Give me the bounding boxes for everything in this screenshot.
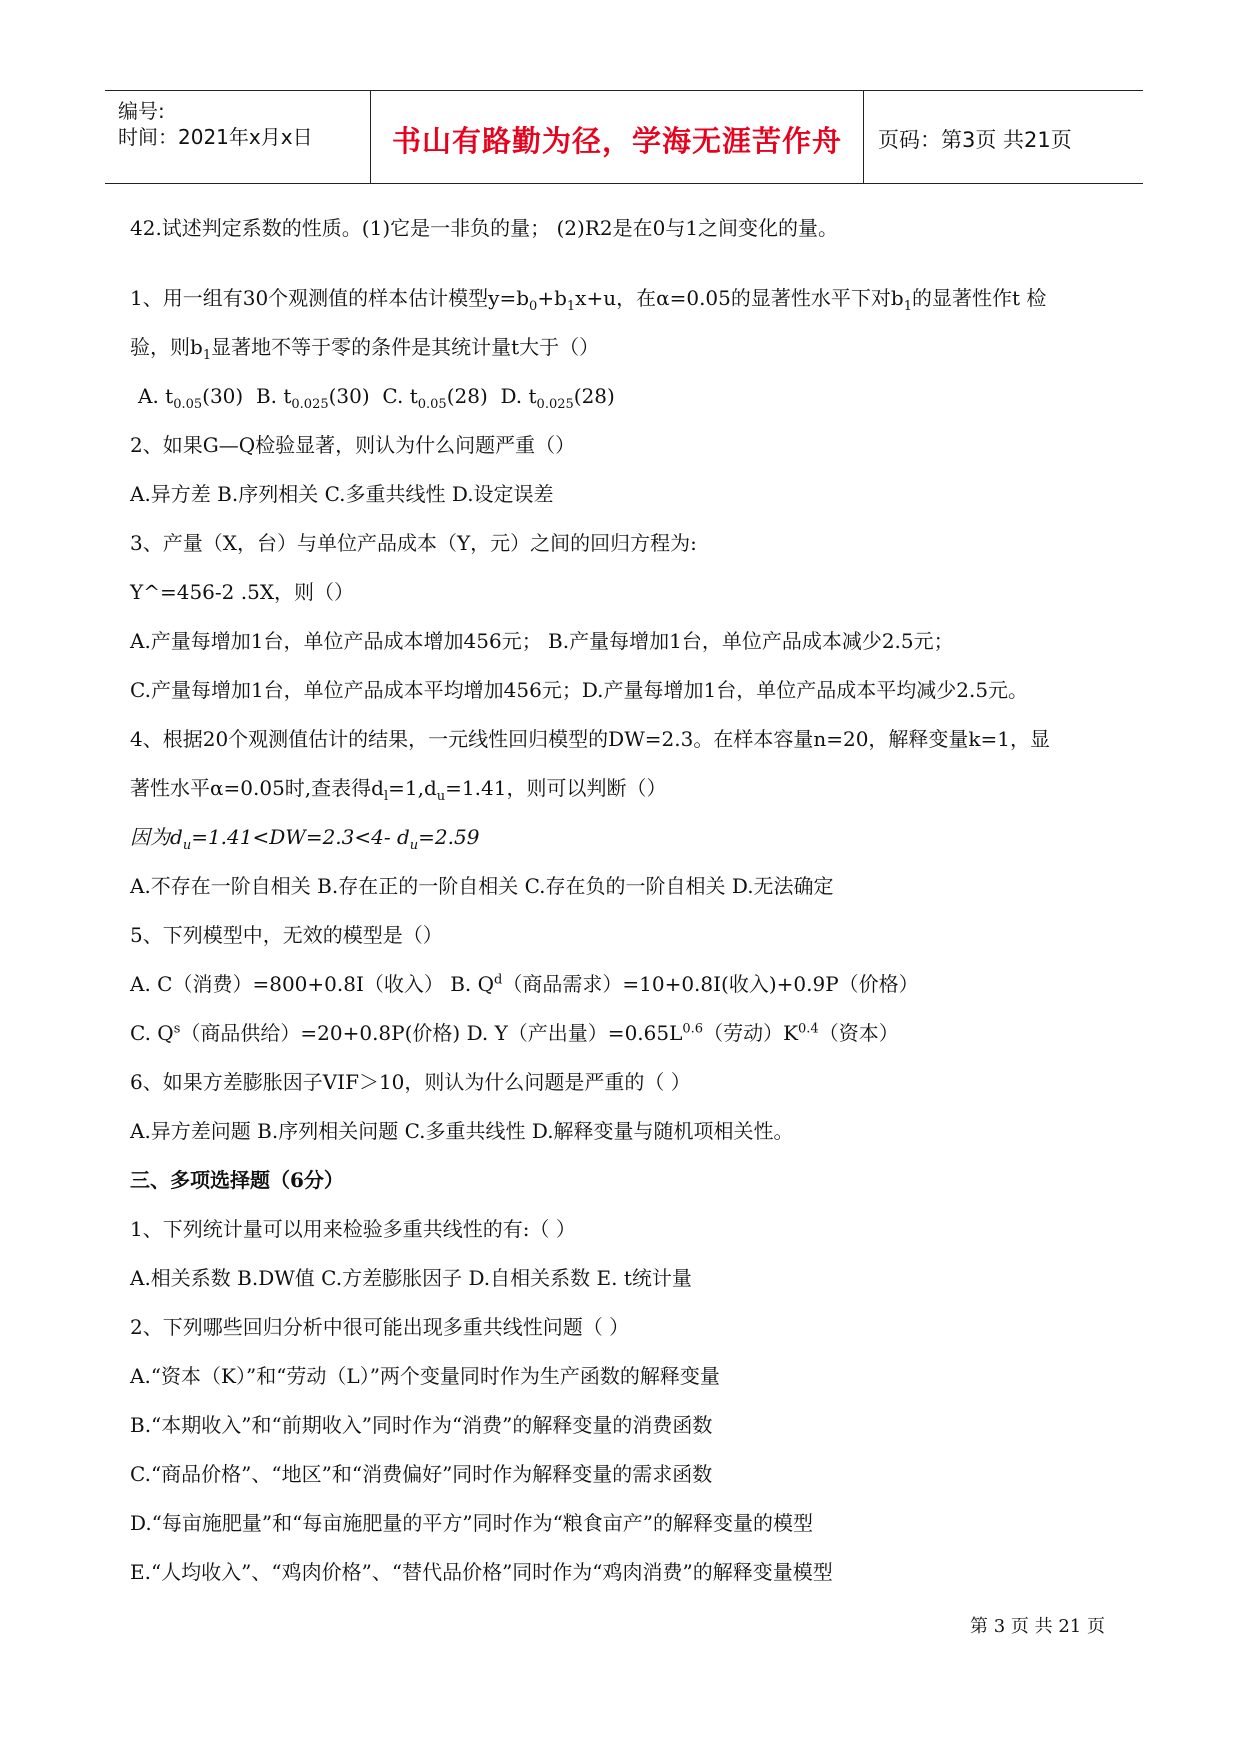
s3-question: 3、产量（X，台）与单位产品成本（Y，元）之间的回归方程为: [130,531,697,555]
time-label: 时间：2021年x月x日 [118,125,313,149]
s1-text-b: +b [537,286,567,310]
sub-0: 0 [529,299,538,314]
s3-options-cd: C.产量每增加1台，单位产品成本平均增加456元；D.产量每增加1台，单位产品成本平均减少2.5元。 [130,678,1029,702]
s3-options-ab: A.产量每增加1台，单位产品成本增加456元； B.产量每增加1台，单位产品成本减少2.5元； [130,629,954,653]
s1-opt-b-tail: (30) [328,384,370,408]
s5-options-cd [130,1019,899,1047]
s4-sub-l: l [383,789,389,804]
sub-1b: 1 [903,299,912,314]
m1-question: 1、下列统计量可以用来检验多重共线性的有:（ ） [130,1217,576,1241]
question-42: 42.试述判定系数的性质。(1)它是一非负的量； (2)R2是在0与1之间变化的量。 [130,216,839,240]
s4-line1: 4、根据20个观测值估计的结果，一元线性回归模型的DW=2.3。在样本容量n=20，解释变量k=1，显 [130,727,1051,751]
m2-option-a: A.“资本（K）”和“劳动（L）”两个变量同时作为生产函数的解释变量 [130,1364,720,1388]
s1-opt-b: B. t [255,384,292,408]
s6-options: A.异方差问题 B.序列相关问题 C.多重共线性 D.解释变量与随机项相关性。 [130,1119,794,1143]
s5-c-sup2: 0.6 [682,1021,704,1037]
s1-opt-c: C. t [382,384,418,408]
page-header [105,90,1143,184]
s1-text-d: 的显著性作t 检 [911,286,1047,310]
s5-question: 5、下列模型中，无效的模型是（） [130,923,443,947]
number-label: 编号: [118,99,165,123]
s1-text-e: 验，则b [130,335,203,359]
header-right-cell [864,91,1143,183]
motto: 书山有路勤为径，学海无涯苦作舟 [391,124,842,158]
m2-option-d: D.“每亩施肥量”和“每亩施肥量的平方”同时作为“粮食亩产”的解释变量的模型 [130,1511,814,1535]
s1-opt-a-sub: 0.05 [173,397,203,412]
s1-opt-a: A. t [138,384,174,408]
m2-option-c: C.“商品价格”、“地区”和“消费偏好”同时作为解释变量的需求函数 [130,1462,713,1486]
s4-reason [130,823,479,851]
m1-options: A.相关系数 B.DW值 C.方差膨胀因子 D.自相关系数 E. t统计量 [130,1266,692,1290]
s5-c-sup: s [173,1021,181,1037]
s5-a-tail: （商品需求）=10+0.8I(收入)+0.9P（价格） [502,972,919,996]
s1-opt-d: D. t [500,384,537,408]
s1-text-c: x+u，在α=0.05的显著性水平下对b [575,286,904,310]
s5-c-sup3: 0.4 [798,1021,819,1037]
s1-options [138,382,615,410]
page-footer: 第 3 页 共 21 页 [970,1616,1105,1637]
section-3-heading: 三、多项选择题（6分） [130,1168,344,1192]
s2-options: A.异方差 B.序列相关 C.多重共线性 D.设定误差 [130,482,554,506]
s3-equation: Y^=456-2 .5X，则（） [130,580,355,604]
s1-opt-b-sub: 0.025 [291,397,329,412]
s1-opt-d-tail: (28) [573,384,615,408]
s4-options: A.不存在一阶自相关 B.存在正的一阶自相关 C.存在负的一阶自相关 D.无法确定 [130,874,834,898]
m2-option-b: B.“本期收入”和“前期收入”同时作为“消费”的解释变量的消费函数 [130,1413,713,1437]
s5-c: C. Q [130,1021,174,1045]
s1-opt-c-tail: (28) [446,384,488,408]
page-info: 页码：第3页 共21页 [878,128,1072,152]
s1-line1 [130,284,1046,312]
s1-text-f: 显著地不等于零的条件是其统计量t大于（） [211,335,600,359]
s4-text-3: =1.41，则可以判断（） [445,776,667,800]
s4-reason-1: 因为d [130,825,183,849]
s5-a-sup: d [494,972,503,988]
s4-reason-3: =2.59 [418,825,480,849]
s4-text-1: 著性水平α=0.05时,查表得d [130,776,384,800]
s4-reason-sub2: u [409,838,419,853]
s4-reason-sub1: u [182,838,192,853]
s1-text-a: 1、用一组有30个观测值的样本估计模型y=b [130,286,530,310]
s5-options-ab [130,970,919,998]
header-motto-cell [371,91,864,183]
m2-option-e: E.“人均收入”、“鸡肉价格”、“替代品价格”同时作为“鸡肉消费”的解释变量模型 [130,1560,833,1584]
s1-opt-a-tail: (30) [202,384,244,408]
s5-c-mid2: （劳动）K [703,1021,799,1045]
header-left-cell [105,91,371,183]
s4-sub-u: u [436,789,446,804]
m2-question: 2、下列哪些回归分析中很可能出现多重共线性问题（ ） [130,1315,630,1339]
s2-question: 2、如果G—Q检验显著，则认为什么问题严重（） [130,433,576,457]
sub-1: 1 [566,299,576,314]
s5-c-mid: （商品供给）=20+0.8P(价格) D. Y（产出量）=0.65L [180,1021,683,1045]
s1-opt-c-sub: 0.05 [417,397,447,412]
s1-line2 [130,333,599,361]
s4-text-2: =1,d [388,776,437,800]
s4-reason-2: =1.41<DW=2.3<4- d [191,825,410,849]
s5-a: A. C（消费）=800+0.8I（收入） B. Q [130,972,495,996]
s1-opt-d-sub: 0.025 [536,397,574,412]
s5-c-tail: （资本） [818,1021,899,1045]
s4-line2 [130,774,666,802]
sub-1c: 1 [202,348,212,363]
s6-question: 6、如果方差膨胀因子VIF＞10，则认为什么问题是严重的（ ） [130,1070,691,1094]
